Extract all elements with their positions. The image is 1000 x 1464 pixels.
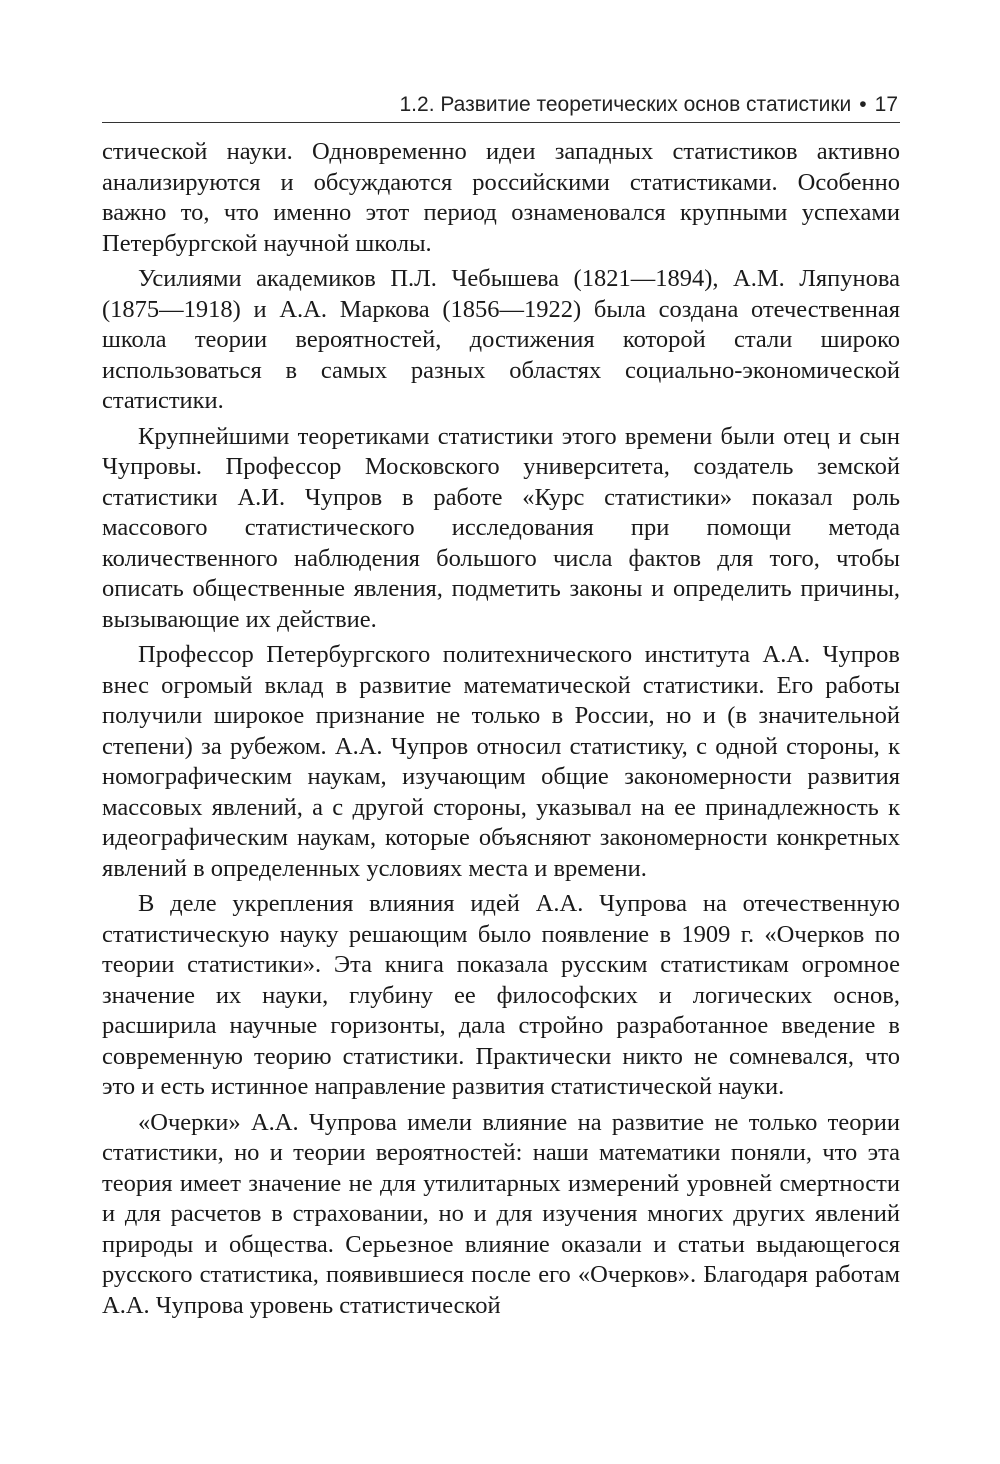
running-header	[102, 88, 900, 123]
header-bullet: •	[859, 93, 867, 116]
paragraph: Усилиями академиков П.Л. Чебышева (1821—1894), А.М. Ляпунова (1875—1918) и А.А. Маркова (1856—1922) была создана отечественная школа теории вероятностей, достижения которой стали широко использоваться в самых разных областях социально-экономической статистики.	[102, 265, 900, 414]
paragraph: «Очерки» А.А. Чупрова имели влияние на развитие не только теории статистики, но и теории вероятностей: наши математики поняли, что эта теория имеет значение не для утилитарных измерений уровней смертности и для расчетов в страховании, но и для изучения многих других явлений природы и общества. Серьезное влияние оказали и статьи выдающегося русского статистика, появившиеся после его «Очерков». Благодаря работам А.А. Чупрова уровень статистической	[102, 1108, 900, 1319]
book-page	[102, 88, 900, 1326]
page-number: 17	[874, 93, 898, 116]
paragraph-continued: стической науки. Одновременно идеи западных статистиков активно анализируются и обсуждаются российскими статистиками. Особенно важно то, что именно этот период ознаменовался крупными успехами Петербургской научной школы.	[102, 138, 900, 257]
section-title: 1.2. Развитие теоретических основ статистики	[399, 93, 852, 116]
paragraph: Крупнейшими теоретиками статистики этого времени были отец и сын Чупровы. Профессор Московского университета, создатель земской статистики А.И. Чупров в работе «Курс статистики» показал роль массового статистического исследования при помощи метода количественного наблюдения большого числа фактов для того, чтобы описать общественные явления, подметить законы и определить причины, вызывающие их действие.	[102, 422, 900, 633]
paragraph: В деле укрепления влияния идей А.А. Чупрова на отечественную статистическую науку решающим было появление в 1909 г. «Очерков по теории статистики». Эта книга показала русским статистикам огромное значение их науки, глубину ее философских и логических основ, расширила научные горизонты, дала стройно разработанное введение в современную теорию статистики. Практически никто не сомневался, что это и есть истинное направление развития статистической науки.	[102, 890, 900, 1100]
paragraph: Профессор Петербургского политехнического института А.А. Чупров внес огромый вклад в развитие математической статистики. Его работы получили широкое признание не только в России, но и (в значительной степени) за рубежом. А.А. Чупров относил статистику, с одной стороны, к номографическим наукам, изучающим общие закономерности развития массовых явлений, а с другой стороны, указывал на ее принадлежность к идеографическим наукам, которые объясняют закономерности конкретных явлений в определенных условиях места и времени.	[102, 641, 900, 882]
body-text	[102, 137, 900, 1321]
